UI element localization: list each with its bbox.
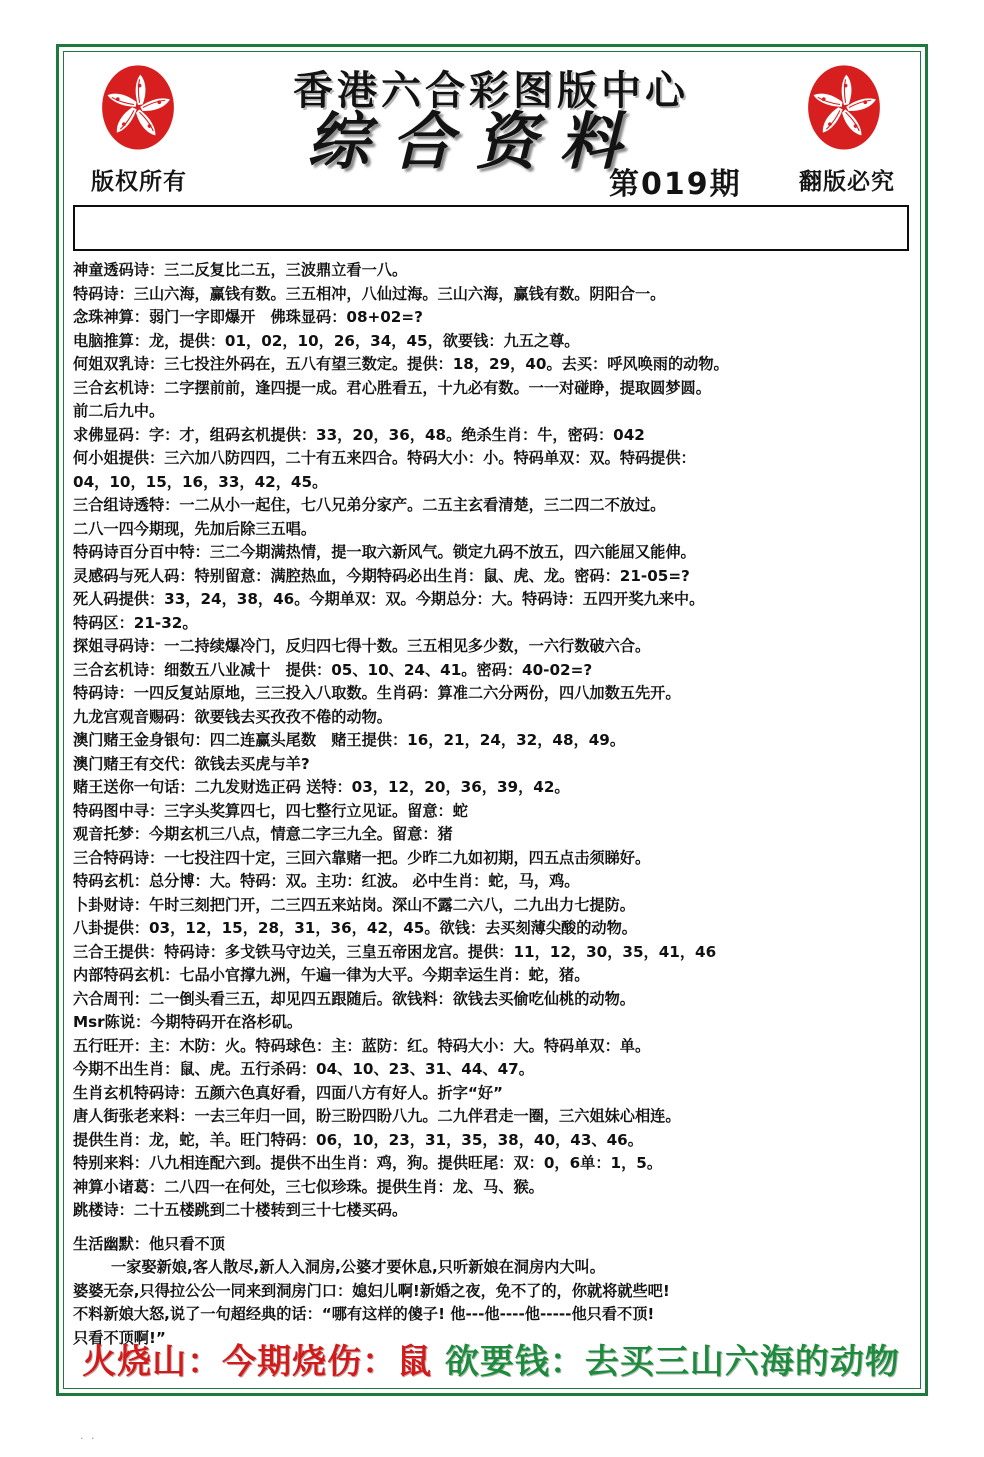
content-line: 提供生肖：龙，蛇，羊。旺门特码：06，10，23，31，35，38，40，43、46。 [73,1130,643,1149]
joke-line: 一家娶新娘,客人散尽,新人入洞房,公婆才要休息,只听新娘在洞房内大叫。 [111,1258,605,1276]
content-line: 今期不出生肖：鼠、虎。五行杀码：04、10、23、31、44、47。 [73,1060,534,1078]
content-line: 卜卦财诗：午时三刻把门开，二三四五来站岗。深山不露二六八，二九出力七提防。 [73,895,635,914]
content-line: 跳楼诗：二十五楼跳到二十楼转到三十七楼买码。 [73,1201,408,1219]
joke-line: 只看不顶啊!” [73,1328,166,1347]
content-line: 内部特码玄机：七品小官撑九洲，午遍一律为大平。今期幸运生肖：蛇，猪。 [73,966,590,984]
issue-number: 第019期 [609,167,742,202]
content-line: 八卦提供：03，12，15，28，31，36，42，45。欲钱：去买刻薄尖酸的动物。 [73,919,637,937]
footer-slogan-red: 火烧山：今期烧伤：鼠 [82,1342,433,1382]
page-border-frame [56,44,928,1396]
content-line: 三合玄机诗：二字摆前前，逢四提一成。君心胜看五，十九必有数。一一对碰睁，提取圆梦圆。 [73,378,711,397]
copyright-notice-left: 版权所有 [91,169,187,195]
content-line: 灵感码与死人码：特别留意：满腔热血，今期特码必出生肖：鼠、虎、龙。密码：21-05=? [73,566,690,585]
joke-heading: 生活幽默：他只看不顶 [73,1234,225,1253]
content-line: 特码图中寻：三字头奖算四七，四七整行立见证。留意：蛇 [73,801,468,820]
page-subtitle: 综合资料 [306,105,643,178]
content-line: 特码区：21-32。 [73,613,198,632]
page-title: 香港六合彩图版中心 [293,68,689,114]
content-line: Msr陈说：今期特码开在洛杉矶。 [73,1013,303,1031]
content-line: 三合王提供：特码诗：多戈铁马守边关，三皇五帝困龙宫。提供：11，12，30，35，41，46 [73,942,717,961]
content-line: 神算小诸葛：二八四一在何处，三七似珍珠。提供生肖：龙、马、猴。 [73,1177,544,1196]
content-line: 探姐寻码诗：一二持续爆冷门，反归四七得十数。三五相见多少数，一六行数破六合。 [73,637,651,655]
content-line: 求佛显码：字：才，组码玄机提供：33，20，36，48。绝杀生肖：牛，密码：042 [73,425,645,444]
content-line: 六合周刊：二一倒头看三五，却见四五跟随后。欲钱料：欲钱去买偷吃仙桃的动物。 [73,989,635,1008]
content-line: 观音托梦：今期玄机三八点，情意二字三九全。留意：猪 [73,825,453,843]
content-line: 五行旺开：主：木防：火。特码球色：主：蓝防：红。特码大小：大。特码单双：单。 [73,1036,651,1055]
content-line: 三合特码诗：一七投注四十定，三回六靠赌一把。少昨二九如初期，四五点击须睇好。 [73,848,651,867]
content-line: 特码诗：三山六海，赢钱有数。三五相冲，八仙过海。三山六海，赢钱有数。阴阳合一。 [73,284,666,303]
content-line: 赌王送你一句话：二九发财选正码 送特：03，12，20，36，39，42。 [73,778,570,796]
section-spacer [73,1223,913,1233]
content-line: 特码诗百分百中特：三二今期满热情，提一取六新风气。锁定九码不放五，四六能屈又能伸。 [73,543,696,561]
content-body [73,259,913,1350]
content-line: 04，10，15，16，33，42，45。 [73,472,328,491]
content-line: 念珠神算：弱门一字即爆开 佛珠显码：08+02=? [73,308,423,326]
content-line: 特别来料：八九相连配六到。提供不出生肖：鸡，狗。提供旺尾：双：0，6单：1，5。 [73,1154,663,1172]
content-line: 电脑推算：龙，提供：01，02，10，26，34，45，欲要钱：九五之尊。 [73,331,580,350]
page-header [69,55,913,205]
content-line: 死人码提供：33，24，38，46。今期单双：双。今期总分：大。特码诗：五四开奖九来中。 [73,590,705,608]
content-line: 特码玄机：总分博：大。特码：双。主功：红波。 必中生肖：蛇，马，鸡。 [73,872,580,890]
content-line: 何姐双乳诗：三七投注外码在，五八有望三数定。提供：18，29，40。去买：呼风唤雨的动物。 [73,355,729,373]
content-line: 生肖玄机特码诗：五颜六色真好看，四面八方有好人。折字“好” [73,1083,504,1102]
content-line: 特码诗：一四反复站原地，三三投入八取数。生肖码：算准二六分两份，四八加数五先开。 [73,684,681,702]
joke-line: 婆婆无奈,只得拉公公一同来到洞房门口：媳妇儿啊!新婚之夜，免不了的，你就将就些吧! [73,1281,670,1300]
footer-slogan [73,1334,909,1383]
copyright-notice-right: 翻版必究 [799,169,895,195]
content-line: 九龙宫观音赐码：欲要钱去买孜孜不倦的动物。 [73,707,392,726]
content-line: 唐人街张老来料：一去三年归一回，盼三盼四盼八九。二九伴君走一圈，三六姐妹心相连。 [73,1107,681,1125]
content-line: 三合玄机诗：细数五八业减十 提供：05、10、24、41。密码：40-02=? [73,660,593,679]
joke-line: 不料新娘大怒,说了一句超经典的话：“哪有这样的傻子! 他---他----他-----他只看不顶! [73,1305,655,1323]
content-line: 澳门赌王有交代：欲钱去买虎与羊? [73,754,310,773]
content-line: 前二后九中。 [73,402,165,420]
content-line: 二八一四今期现，先加后除三五唱。 [73,519,316,538]
scan-artifact-dots: · · [80,1432,97,1445]
banner-box [73,205,909,251]
footer-slogan-green: 欲要钱：去买三山六海的动物 [444,1342,900,1382]
content-line: 澳门赌王金身银句：四二连赢头尾数 赌王提供：16，21，24，32，48，49。 [73,731,626,749]
content-line: 三合组诗透特：一二从小一起住，七八兄弟分家产。二五主玄看清楚，三二四二不放过。 [73,496,666,514]
content-line: 何小姐提供：三六加八防四四，二十有五来四合。特码大小：小。特码单双：双。特码提供： [73,449,696,467]
content-line: 神童透码诗：三二反复比二五，三波鼎立看一八。 [73,261,408,279]
